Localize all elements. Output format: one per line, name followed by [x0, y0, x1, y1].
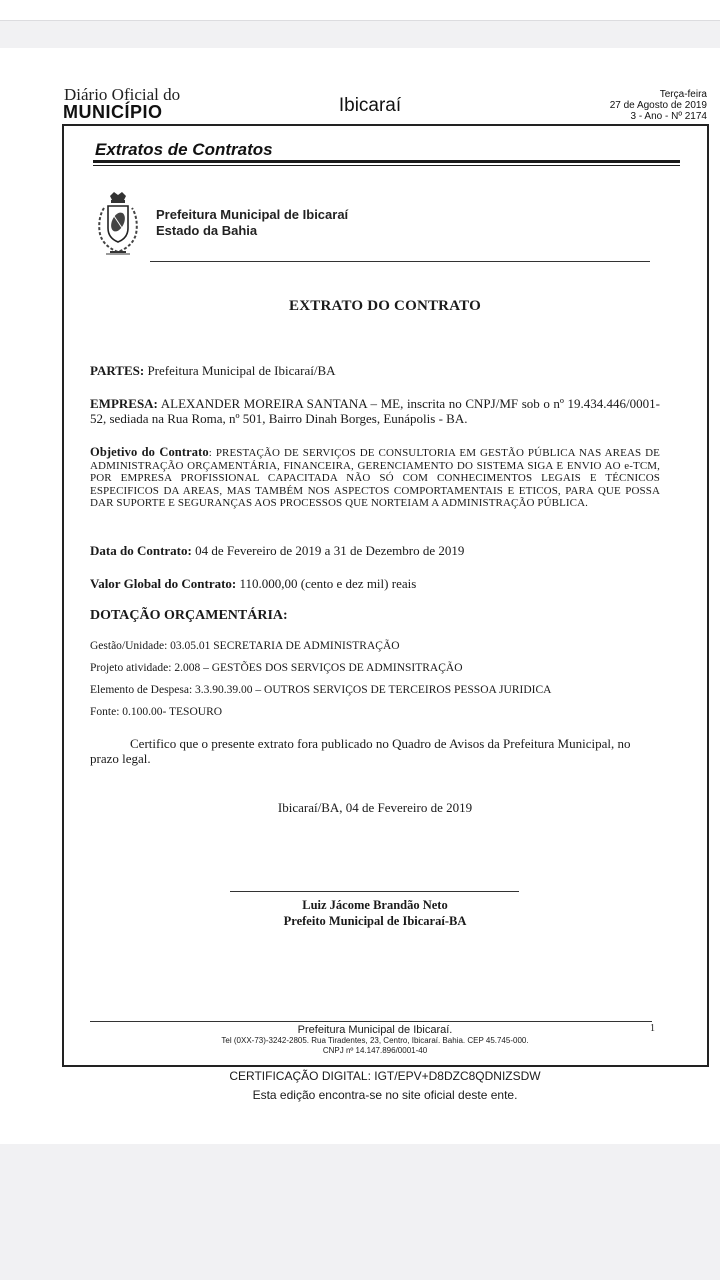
section-rule-thick: [93, 160, 680, 163]
empresa-label: EMPRESA:: [90, 396, 158, 411]
masthead-edition: 3 - Ano - Nº 2174: [630, 111, 707, 122]
local-data: Ibicaraí/BA, 04 de Fevereiro de 2019: [277, 800, 473, 815]
frame-border-left: [62, 126, 64, 1067]
digital-certification: CERTIFICAÇÃO DIGITAL: IGT/EPV+D8DZC8QDNIZSDW: [229, 1069, 541, 1083]
data-contrato-text: 04 de Fevereiro de 2019 a 31 de Dezembro de 2019: [191, 543, 465, 558]
certifico-paragraph: Certifico que o presente extrato fora publicado no Quadro de Avisos da Prefeitura Municipal, no prazo legal.: [90, 736, 631, 766]
valor-label: Valor Global do Contrato:: [90, 576, 237, 591]
dotacao-projeto: Projeto atividade: 2.008 – GESTÕES DOS SERVIÇOS DE ADMINSITRAÇÃO: [90, 662, 463, 674]
partes-label: PARTES:: [90, 363, 145, 378]
dotacao-gestao: Gestão/Unidade: 03.05.01 SECRETARIA DE ADMINISTRAÇÃO: [90, 640, 400, 652]
masthead-title: Diário Oficial do: [64, 85, 181, 104]
partes-text: Prefeitura Municipal de Ibicaraí/BA: [144, 363, 336, 378]
footer-prefeitura: Prefeitura Municipal de Ibicaraí.: [297, 1024, 453, 1036]
page-number: 1: [650, 1023, 655, 1034]
masthead-weekday: Terça-feira: [659, 89, 707, 100]
dotacao-fonte: Fonte: 0.100.00- TESOURO: [90, 706, 223, 718]
dotacao-title: DOTAÇÃO ORÇAMENTÁRIA:: [90, 608, 288, 623]
masthead-date-block: [560, 89, 707, 122]
valor-text: 110.000,00 (cento e dez mil) reais: [236, 576, 417, 591]
dotacao-elemento: Elemento de Despesa: 3.3.90.39.00 – OUTROS SERVIÇOS DE TERCEIROS PESSOA JURIDICA: [90, 684, 552, 696]
empresa-paragraph: [90, 396, 660, 426]
footer-cnpj: CNPJ nº 14.147.896/0001-40: [322, 1046, 428, 1055]
signer-role: Prefeito Municipal de Ibicaraí-BA: [283, 914, 467, 928]
frame-border-right: [707, 126, 709, 1067]
document-title: EXTRATO DO CONTRATO: [289, 298, 481, 314]
masthead-name: MUNICÍPIO: [63, 102, 163, 122]
top-strip: [0, 0, 720, 20]
header-estado: Estado da Bahia: [156, 223, 258, 238]
masthead-city: Ibicaraí: [338, 95, 402, 116]
signer-name: Luiz Jácome Brandão Neto: [302, 898, 448, 912]
signature-line: [230, 891, 519, 892]
coat-of-arms-icon: [90, 190, 146, 260]
section-rule-thin: [93, 165, 680, 166]
site-note: Esta edição encontra-se no site oficial deste ente.: [252, 1088, 518, 1102]
objetivo-label: Objetivo do Contrato: [90, 445, 209, 459]
masthead-date: 27 de Agosto de 2019: [609, 100, 707, 111]
footer-address: Tel (0XX-73)-3242-2805. Rua Tiradentes, 23, Centro, Ibicaraí. Bahia. CEP 45.745-000.: [221, 1036, 529, 1045]
frame-border-bottom: [62, 1065, 709, 1067]
section-title: Extratos de Contratos: [95, 140, 273, 159]
top-strip-divider: [0, 20, 720, 21]
partes-paragraph: [90, 363, 336, 378]
objetivo-text: : PRESTAÇÃO DE SERVIÇOS DE CONSULTORIA EM GESTÃO PÚBLICA NAS AREAS DE ADMINISTRAÇÃO ORÇAMENTÁRIA, FINANCEIRA, GERENCIAMENTO DO SISTEMA SIGA E ENVIO AO e-TCM, POR EMPRESA PROFISSIONAL CAPACITADA NÃO SÓ COM CONHECIMENTOS LEGAIS E TÉCNICOS ESPECIFICOS DA AREAS, MAS TAMBÉM NOS ASPECTOS COMPORTAMENTAIS E ETICOS, PARA QUE POSSA DAR SUPORTE E SEGURANÇAS AOS PROCESSOS QUE NORTEIAM A ADMINISTRAÇÃO PÚBLICA.: [90, 447, 660, 509]
data-contrato-label: Data do Contrato:: [90, 543, 192, 558]
objetivo-paragraph: [90, 446, 660, 510]
data-contrato-paragraph: [90, 543, 464, 558]
masthead-rule: [62, 124, 709, 126]
header-rule: [150, 261, 650, 262]
header-prefeitura: Prefeitura Municipal de Ibicaraí: [156, 207, 349, 222]
footer-rule: [90, 1021, 652, 1022]
valor-paragraph: [90, 576, 416, 591]
empresa-text: ALEXANDER MOREIRA SANTANA – ME, inscrita no CNPJ/MF sob o nº 19.434.446/0001-52, sediada na Rua Roma, nº 501, Bairro Dinah Borges, Eunápolis - BA.: [90, 396, 660, 426]
